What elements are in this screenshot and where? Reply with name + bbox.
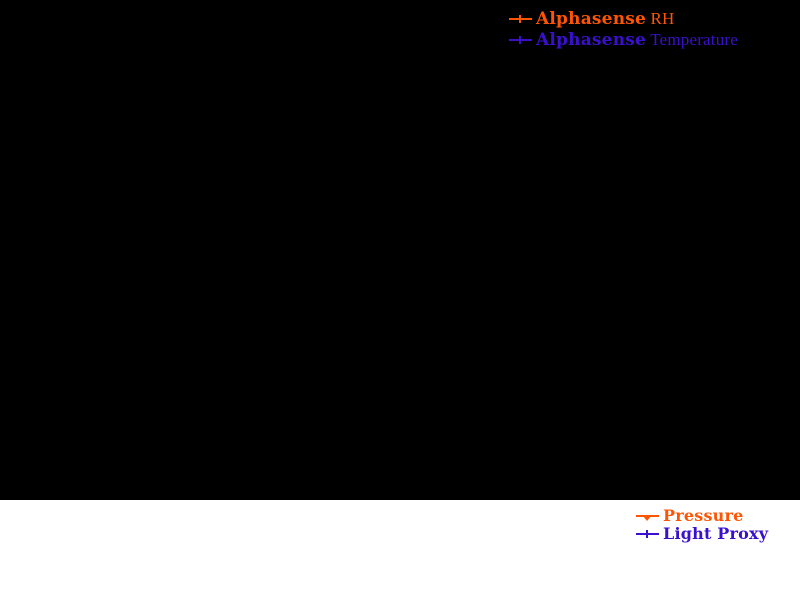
plus-marker-icon xyxy=(519,15,521,23)
bottom-legend xyxy=(636,507,768,543)
triangle-down-marker-icon xyxy=(643,516,651,521)
legend-label-suffix: RH xyxy=(646,8,675,28)
plus-marker-icon xyxy=(519,36,521,44)
legend-label-main: Pressure xyxy=(663,506,744,525)
bottom-subplot xyxy=(0,250,800,543)
legend-label-main: Alphasense xyxy=(536,8,647,29)
legend-label xyxy=(536,9,675,29)
legend-label xyxy=(663,524,768,544)
legend-label xyxy=(663,506,744,526)
legend-entry-pressure xyxy=(636,507,768,525)
legend-line-sample xyxy=(636,528,659,540)
legend-label-main: Light Proxy xyxy=(663,524,769,543)
legend-label-main: Alphasense xyxy=(536,29,647,50)
legend-entry-alphasense-rh xyxy=(509,8,738,29)
top-subplot xyxy=(0,0,800,250)
legend-label-suffix: Temperature xyxy=(646,29,739,49)
legend-line-sample xyxy=(509,34,532,46)
legend-line-sample xyxy=(636,510,659,522)
legend-line-sample xyxy=(509,13,532,25)
top-legend xyxy=(509,8,738,50)
plus-marker-icon xyxy=(646,530,648,538)
